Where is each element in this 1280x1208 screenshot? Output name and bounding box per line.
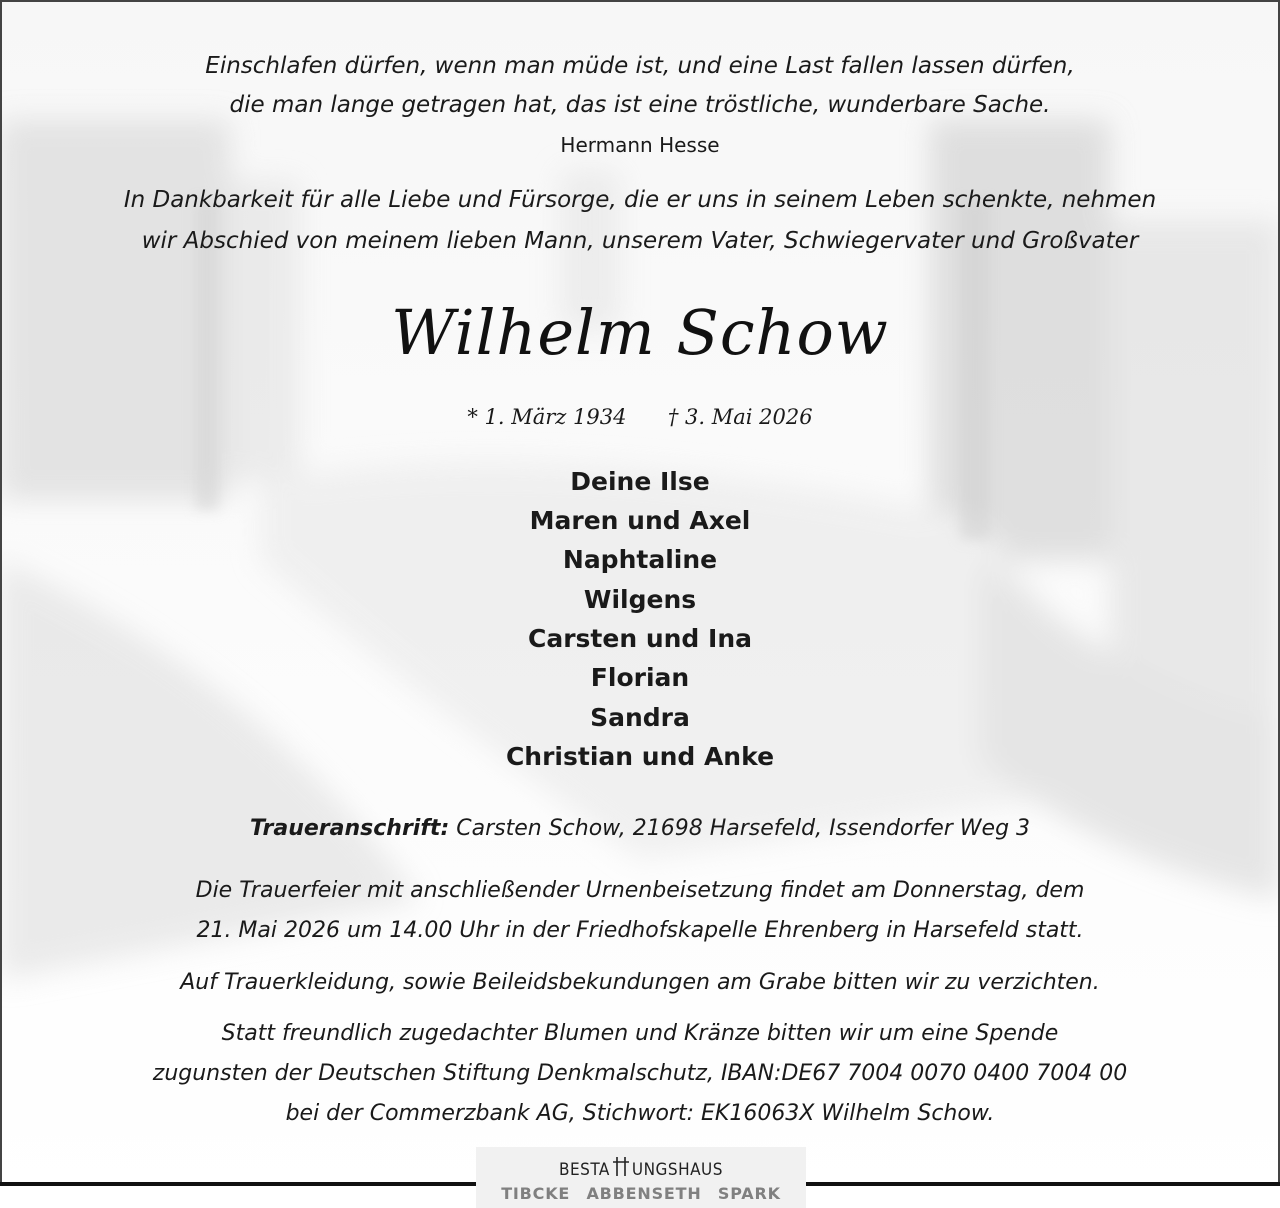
address-label: Traueranschrift: — [249, 816, 450, 841]
logo-names: TIBCKE ABBENSETH SPARK — [501, 1184, 781, 1203]
cross-icon — [610, 1155, 632, 1182]
intro-line-1: In Dankbarkeit für alle Liebe und Fürsorge, die er uns in seinem Leben schenkte, nehmen — [123, 187, 1157, 213]
address-value: Carsten Schow, 21698 Harsefeld, Issendorfer Weg 3 — [449, 816, 1031, 841]
funeral-home-logo — [476, 1147, 806, 1208]
ceremony-line-2: 21. Mai 2026 um 14.00 Uhr in der Friedhofskapelle Ehrenberg in Harsefeld statt. — [196, 918, 1084, 943]
death-date: † 3. Mai 2026 — [667, 405, 813, 429]
family-member: Florian — [590, 663, 690, 692]
mourning-address — [0, 816, 1280, 841]
quote-line-1: Einschlafen dürfen, wenn man müde ist, und eine Last fallen lassen dürfen, — [205, 53, 1075, 79]
donation-line-1: Statt freundlich zugedachter Blumen und Kränze bitten wir um eine Spende — [221, 1021, 1059, 1046]
quote-author: Hermann Hesse — [560, 133, 720, 157]
donation-line-2: zugunsten der Deutschen Stiftung Denkmalschutz, IBAN:DE67 7004 0070 0400 7004 00 — [152, 1061, 1128, 1086]
intro-line-2: wir Abschied von meinem lieben Mann, unserem Vater, Schwiegervater und Großvater — [141, 228, 1139, 254]
ceremony-line-1: Die Trauerfeier mit anschließender Urnenbeisetzung findet am Donnerstag, dem — [195, 878, 1085, 903]
family-member: Deine Ilse — [570, 467, 710, 496]
family-member: Carsten und Ina — [528, 624, 752, 653]
family-member: Christian und Anke — [505, 742, 775, 771]
quote-line-2: die man lange getragen hat, das ist eine tröstliche, wunderbare Sache. — [229, 92, 1051, 118]
family-member: Wilgens — [583, 585, 697, 614]
logo-title-left: BESTA — [559, 1160, 610, 1180]
family-member: Sandra — [590, 703, 690, 732]
clothing-note: Auf Trauerkleidung, sowie Beileidsbekundungen am Grabe bitten wir zu verzichten. — [180, 970, 1100, 995]
life-dates — [0, 405, 1280, 429]
family-member: Maren und Axel — [529, 506, 751, 535]
birth-date: * 1. März 1934 — [467, 405, 627, 429]
donation-line-3: bei der Commerzbank AG, Stichwort: EK16063X Wilhelm Schow. — [285, 1101, 995, 1126]
deceased-name: Wilhelm Schow — [391, 296, 889, 369]
logo-title-right: UNGSHAUS — [631, 1160, 723, 1180]
family-member: Naphtaline — [562, 545, 718, 574]
logo-title — [476, 1155, 806, 1182]
